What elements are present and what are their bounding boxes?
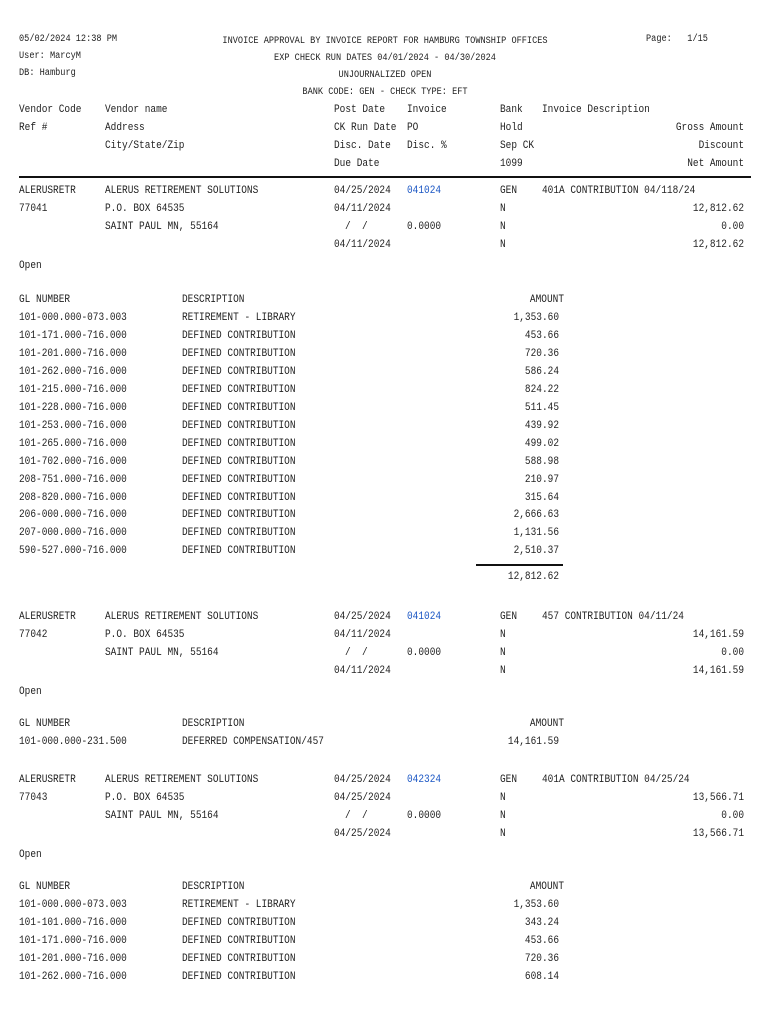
due-date: 04/11/2024 (334, 239, 391, 251)
invoice-number-link[interactable]: 041024 (407, 185, 442, 197)
gl-line-amount: 343.24 (524, 916, 559, 929)
gl-line-description: DEFINED CONTRIBUTION (182, 347, 296, 360)
gl-line-amount: 586.24 (524, 365, 559, 378)
report-status-line: UNJOURNALIZED OPEN (338, 70, 432, 81)
gl-line-description: DEFINED CONTRIBUTION (182, 952, 296, 965)
header-ck-run-date: CK Run Date (334, 122, 397, 134)
vendor-name: ALERUS RETIREMENT SOLUTIONS (105, 185, 259, 197)
gl-line-amount: 453.66 (524, 329, 559, 342)
vendor-city: SAINT PAUL MN, 55164 (105, 221, 219, 233)
ck-run-date: 04/11/2024 (334, 629, 391, 641)
gl-number-header: GL NUMBER (19, 881, 71, 893)
gl-line-description: DEFINED CONTRIBUTION (182, 916, 296, 929)
header-gross-amount: Gross Amount (675, 122, 744, 134)
invoice-description: 401A CONTRIBUTION 04/25/24 (542, 774, 690, 786)
gl-line-amount: 720.36 (524, 952, 559, 965)
gl-amount-header: AMOUNT (529, 294, 564, 306)
gl-line-description: DEFINED CONTRIBUTION (182, 491, 296, 504)
gl-line-number: 590-527.000-716.000 (19, 545, 127, 558)
header-vendor-name: Vendor name (105, 104, 168, 116)
gl-line-description: DEFINED CONTRIBUTION (182, 401, 296, 414)
gl-line-number: 101-265.000-716.000 (19, 437, 127, 450)
ref-number: 77043 (19, 792, 48, 804)
vendor-address: P.O. BOX 64535 (105, 629, 185, 641)
disc-percent: 0.0000 (407, 221, 442, 233)
gl-line-number: 208-820.000-716.000 (19, 491, 127, 504)
invoice-status: Open (19, 260, 42, 272)
gl-line-number: 207-000.000-716.000 (19, 527, 127, 540)
gl-line-amount: 439.92 (524, 419, 559, 432)
net-amount: 14,161.59 (692, 665, 744, 677)
sep-ck-flag: N (500, 810, 506, 822)
gl-line-description: RETIREMENT - LIBRARY (182, 312, 296, 324)
invoice-description: 457 CONTRIBUTION 04/11/24 (542, 611, 684, 623)
gl-line-number: 101-000.000-231.500 (19, 736, 127, 748)
1099-flag: N (500, 239, 506, 251)
gl-line-amount: 720.36 (524, 347, 559, 360)
gl-amount-header: AMOUNT (529, 881, 564, 893)
1099-flag: N (500, 665, 506, 677)
invoice-status: Open (19, 849, 42, 861)
gl-line-description: DEFINED CONTRIBUTION (182, 365, 296, 378)
header-hold: Hold (500, 122, 523, 134)
gl-line-description: DEFINED CONTRIBUTION (182, 455, 296, 468)
bank-code: GEN (500, 611, 518, 623)
vendor-city: SAINT PAUL MN, 55164 (105, 810, 219, 822)
header-city: City/State/Zip (105, 140, 185, 152)
gl-line-description: RETIREMENT - LIBRARY (182, 899, 296, 911)
header-divider (19, 176, 751, 178)
gl-line-description: DEFINED CONTRIBUTION (182, 934, 296, 947)
gl-description-header: DESCRIPTION (182, 881, 245, 893)
post-date: 04/25/2024 (334, 185, 391, 197)
gl-line-description: DEFINED CONTRIBUTION (182, 419, 296, 432)
report-user: User: MarcyM (19, 51, 81, 62)
gl-number-header: GL NUMBER (19, 718, 71, 730)
gl-line-description: DEFERRED COMPENSATION/457 (182, 736, 324, 748)
vendor-address: P.O. BOX 64535 (105, 203, 185, 215)
invoice-number-link[interactable]: 041024 (407, 611, 442, 623)
header-post-date: Post Date (334, 104, 386, 116)
gl-line-amount: 14,161.59 (507, 736, 559, 748)
report-title: INVOICE APPROVAL BY INVOICE REPORT FOR HAMBURG TOWNSHIP OFFICES (222, 36, 548, 47)
header-net-amount: Net Amount (687, 158, 744, 170)
gl-description-header: DESCRIPTION (182, 718, 245, 730)
disc-percent: 0.0000 (407, 810, 442, 822)
gl-line-number: 101-000.000-073.003 (19, 312, 127, 324)
gl-line-number: 101-702.000-716.000 (19, 455, 127, 468)
gl-line-amount: 1,353.60 (513, 899, 559, 911)
gl-line-description: DEFINED CONTRIBUTION (182, 527, 296, 540)
gl-total-amount: 12,812.62 (507, 571, 559, 584)
header-discount: Discount (698, 140, 744, 152)
report-datetime: 05/02/2024 12:38 PM (19, 34, 118, 45)
disc-date: / / (345, 647, 368, 659)
gl-line-amount: 1,131.56 (513, 527, 559, 540)
gl-line-amount: 315.64 (524, 491, 559, 504)
gl-line-number: 101-201.000-716.000 (19, 347, 127, 360)
gl-line-number: 101-215.000-716.000 (19, 383, 127, 396)
disc-date: / / (345, 810, 368, 822)
report-bank-line: BANK CODE: GEN - CHECK TYPE: EFT (302, 87, 468, 98)
gl-number-header: GL NUMBER (19, 294, 71, 306)
gross-amount: 14,161.59 (692, 629, 744, 641)
net-amount: 13,566.71 (692, 828, 744, 840)
vendor-code: ALERUSRETR (19, 185, 76, 197)
gross-amount: 13,566.71 (692, 792, 744, 804)
disc-percent: 0.0000 (407, 647, 442, 659)
gl-line-number: 101-253.000-716.000 (19, 419, 127, 432)
gl-line-number: 101-000.000-073.003 (19, 899, 127, 911)
gl-line-description: DEFINED CONTRIBUTION (182, 970, 296, 983)
gl-line-number: 101-171.000-716.000 (19, 329, 127, 342)
gl-line-amount: 588.98 (524, 455, 559, 468)
1099-flag: N (500, 828, 506, 840)
vendor-name: ALERUS RETIREMENT SOLUTIONS (105, 774, 259, 786)
due-date: 04/25/2024 (334, 828, 391, 840)
post-date: 04/25/2024 (334, 774, 391, 786)
vendor-city: SAINT PAUL MN, 55164 (105, 647, 219, 659)
gross-amount: 12,812.62 (692, 203, 744, 215)
header-disc-date: Disc. Date (334, 140, 391, 152)
discount-amount: 0.00 (721, 810, 744, 822)
gl-description-header: DESCRIPTION (182, 294, 245, 306)
invoice-description: 401A CONTRIBUTION 04/118/24 (542, 185, 696, 197)
gl-line-amount: 499.02 (524, 437, 559, 450)
header-bank: Bank (500, 104, 523, 116)
gl-line-amount: 2,666.63 (513, 509, 559, 522)
vendor-name: ALERUS RETIREMENT SOLUTIONS (105, 611, 259, 623)
gl-amount-header: AMOUNT (529, 718, 564, 730)
gl-line-number: 101-101.000-716.000 (19, 916, 127, 929)
ref-number: 77042 (19, 629, 48, 641)
sep-ck-flag: N (500, 221, 506, 233)
ck-run-date: 04/11/2024 (334, 203, 391, 215)
net-amount: 12,812.62 (692, 239, 744, 251)
gl-line-description: DEFINED CONTRIBUTION (182, 383, 296, 396)
gl-line-amount: 453.66 (524, 934, 559, 947)
gl-total-rule (476, 564, 563, 566)
report-db: DB: Hamburg (19, 68, 76, 79)
sep-ck-flag: N (500, 647, 506, 659)
post-date: 04/25/2024 (334, 611, 391, 623)
vendor-address: P.O. BOX 64535 (105, 792, 185, 804)
vendor-code: ALERUSRETR (19, 774, 76, 786)
gl-line-amount: 1,353.60 (513, 312, 559, 324)
gl-line-amount: 608.14 (524, 970, 559, 983)
header-vendor-code: Vendor Code (19, 104, 82, 116)
disc-date: / / (345, 221, 368, 233)
header-invoice: Invoice (407, 104, 447, 116)
discount-amount: 0.00 (721, 647, 744, 659)
gl-line-number: 206-000.000-716.000 (19, 509, 127, 522)
invoice-number-link[interactable]: 042324 (407, 774, 442, 786)
bank-code: GEN (500, 774, 518, 786)
gl-line-description: DEFINED CONTRIBUTION (182, 329, 296, 342)
hold-flag: N (500, 203, 506, 215)
header-1099: 1099 (500, 158, 523, 170)
gl-line-description: DEFINED CONTRIBUTION (182, 473, 296, 486)
header-invoice-description: Invoice Description (542, 104, 650, 116)
header-due-date: Due Date (334, 158, 380, 170)
gl-line-amount: 824.22 (524, 383, 559, 396)
ref-number: 77041 (19, 203, 48, 215)
gl-line-description: DEFINED CONTRIBUTION (182, 437, 296, 450)
gl-line-number: 101-228.000-716.000 (19, 401, 127, 414)
gl-line-amount: 511.45 (524, 401, 559, 414)
gl-line-number: 101-201.000-716.000 (19, 952, 127, 965)
gl-line-number: 101-171.000-716.000 (19, 934, 127, 947)
invoice-status: Open (19, 686, 42, 698)
gl-line-description: DEFINED CONTRIBUTION (182, 509, 296, 522)
header-address: Address (105, 122, 145, 134)
gl-line-description: DEFINED CONTRIBUTION (182, 545, 296, 558)
due-date: 04/11/2024 (334, 665, 391, 677)
header-sep-ck: Sep CK (500, 140, 535, 152)
gl-line-number: 101-262.000-716.000 (19, 970, 127, 983)
hold-flag: N (500, 792, 506, 804)
header-disc-pct: Disc. % (407, 140, 447, 152)
discount-amount: 0.00 (721, 221, 744, 233)
hold-flag: N (500, 629, 506, 641)
report-subtitle: EXP CHECK RUN DATES 04/01/2024 - 04/30/2024 (274, 53, 496, 64)
header-po: PO (407, 122, 419, 134)
page-number: Page: 1/15 (646, 34, 708, 45)
bank-code: GEN (500, 185, 518, 197)
gl-line-number: 101-262.000-716.000 (19, 365, 127, 378)
header-ref: Ref # (19, 122, 48, 134)
gl-line-amount: 210.97 (524, 473, 559, 486)
gl-line-number: 208-751.000-716.000 (19, 473, 127, 486)
gl-line-amount: 2,510.37 (513, 545, 559, 558)
ck-run-date: 04/25/2024 (334, 792, 391, 804)
vendor-code: ALERUSRETR (19, 611, 76, 623)
